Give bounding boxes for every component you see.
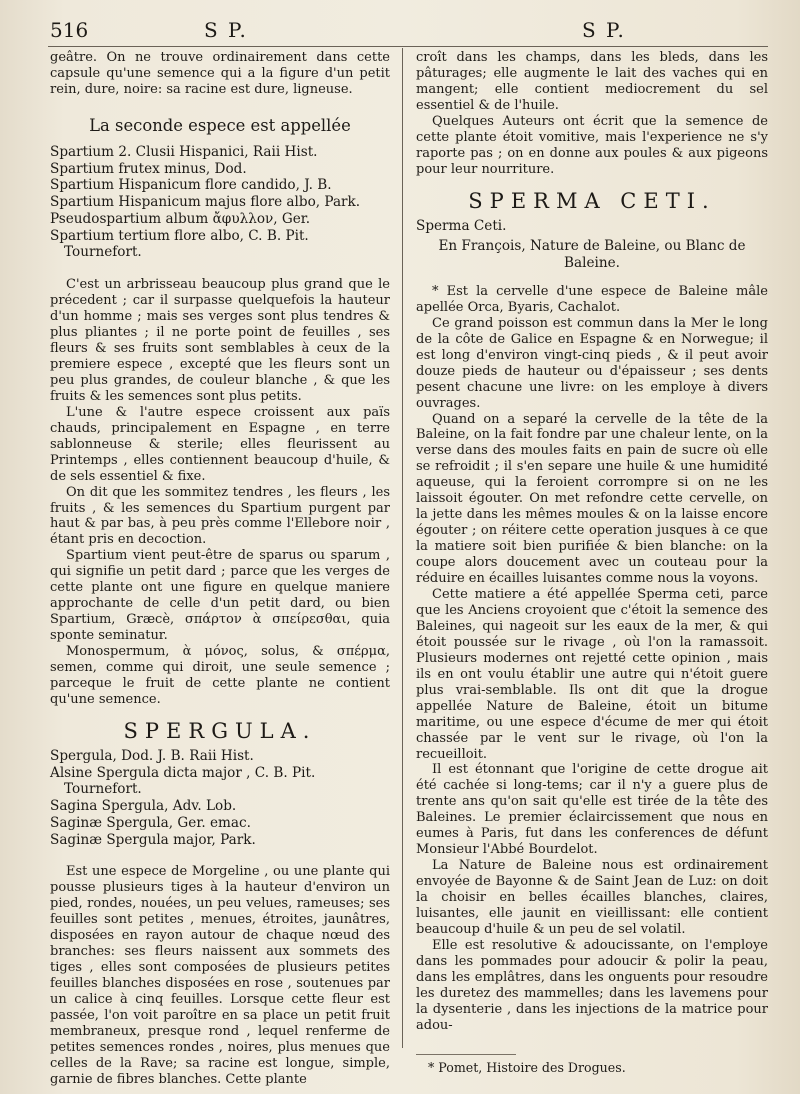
synonym-entry: Saginæ Spergula major, Park. bbox=[50, 831, 256, 848]
footnote: * Pomet, Histoire des Drogues. bbox=[428, 1060, 626, 1075]
column-divider bbox=[402, 48, 403, 1048]
paragraph: geâtre. On ne trouve ordinairement dans cette capsule qu'une semence qui a la figure d'un petit rein, dure, noire: sa racine est dure, ligneuse. bbox=[50, 50, 390, 97]
paragraph: L'une & l'autre espece croissent aux païs chauds, principalement en Espagne , en terre sablonneuse & sterile; elles fleurissent au Printemps , elles contiennent beaucoup d'huile, & de sels essentiel & fixe. bbox=[50, 404, 390, 484]
footnote-rule bbox=[416, 1054, 516, 1055]
synonym-entry: Spergula, Dod. J. B. Raii Hist. bbox=[50, 747, 254, 764]
french-name: En François, Nature de Baleine, ou Blanc de Baleine. bbox=[438, 238, 746, 272]
synonym-entry: Spartium tertium flore albo, C. B. Pit. Tournefort. bbox=[50, 227, 309, 261]
section-title: SPERGULA. bbox=[123, 718, 317, 743]
paragraph: croît dans les champs, dans les bleds, dans les pâturages; elle augmente le lait des vaches qui en mangent; elle contient mediocrement du sel essentiel & de l'huile. bbox=[416, 50, 768, 113]
subheading: La seconde espece est appellée bbox=[89, 115, 351, 135]
paragraph: Elle est resolutive & adoucissante, on l'employe dans les pommades pour adoucir & polir la peau, dans les emplâtres, dans les onguents pour resoudre les duretez des mammelles; dans les lavemens pour la dysenterie , dans les injections de la matrice pour adou- bbox=[416, 937, 768, 1033]
paragraph: La Nature de Baleine nous est ordinairement envoyée de Bayonne & de Saint Jean de Luz: on doit la choisir en belles écailles blanches, claires, luisantes, elle jaunit en vieillissant: elle contient beaucoup d'huile & un peu de sel volatil. bbox=[416, 858, 768, 937]
paragraph: C'est un arbrisseau beaucoup plus grand que le précedent ; car il surpasse quelquefois la hauteur d'un homme ; mais ses verges sont plus tendres & plus pliantes ; il ne porte point de feuilles , ses fleurs & ses fruits sont semblables à ceux de la premiere espece , excepté que les fleurs sont un peu plus grandes, de couleur blanche , & que les fruits & les semences sont plus petits. bbox=[50, 277, 390, 404]
paragraph: On dit que les sommitez tendres , les fleurs , les fruits , & les semences du Spartium purgent par haut & par bas, à peu près comme l'Ellebore noir , étant pris en decoction. bbox=[50, 484, 390, 548]
synonym-entry: Alsine Spergula dicta major , C. B. Pit. Tournefort. bbox=[50, 764, 316, 798]
synonym-list bbox=[50, 144, 390, 261]
paragraph: Quelques Auteurs ont écrit que la semence de cette plante étoit vomitive, mais l'experience ne s'y raporte pas ; on en donne aux poules & aux pigeons pour leur nourriture. bbox=[416, 113, 768, 177]
paragraph: Monospermum, ὰ μόνος, solus, & σπέρμα, semen, comme qui diroit, une seule semence ; parceque le fruit de cette plante ne contient qu'une semence. bbox=[50, 644, 390, 707]
page-header bbox=[0, 18, 800, 48]
section-title: SPERMA CETI. bbox=[468, 188, 716, 213]
paragraph: Ce grand poisson est commun dans la Mer le long de la côte de Galice en Espagne & en Norwegue; il est long d'environ vingt-cinq pieds , & il peut avoir douze pieds de hauteur ou d'épaisseur ; ses dents pesent chacune une livre: on les employe à divers ouvrages. bbox=[416, 315, 768, 411]
paragraph: Spartium vient peut-être de sparus ou sparum , qui signifie un petit dard ; parce que les verges de cette plante ont une figure en quelque maniere approchante de celle d'un petit dard, ou bien Spartium, Græcè, σπάρτον ὰ σπείρεσθαι, quia sponte seminatur. bbox=[50, 548, 390, 644]
synonym-entry: Saginæ Spergula, Ger. emac. bbox=[50, 814, 251, 831]
synonym-entry: Spartium Hispanicum flore candido, J. B. bbox=[50, 177, 332, 194]
paragraph: Quand on a separé la cervelle de la tête de la Baleine, on la fait fondre par une chaleur lente, on la verse dans des moules faits en pain de sucre où elle se refroidit ; il s'en separe une huile & une humidité aqueuse, qui la feroient corrompre si on ne les laissoit égouter. On met refondre cette cervelle, on la jette dans les mêmes moules & on la laisse encore égouter ; on réitere cette operation jusques à ce que la matiere soit bien purifiée & bien blanche: on la coupe alors doucement avec un couteau pour la réduire en écailles luisantes comme nous la voyons. bbox=[416, 411, 768, 587]
synonym-entry: Sperma Ceti. bbox=[416, 217, 507, 234]
synonym-list bbox=[50, 748, 390, 849]
paragraph: Cette matiere a été appellée Sperma ceti, parce que les Anciens croyoient que c'étoit la semence des Baleines, qui nageoit sur les eaux de la mer, & qui étoit poussée sur le rivage , où l'on la ramassoit. Plusieurs modernes ont rejetté cette opinion , mais ils en ont voulu établir une autre qui n'étoit guere plus vrai-semblable. Ils ont dit que la drogue appellée Nature de Baleine, étoit un bitume maritime, ou une espece d'écume de mer qui étoit chassée par le vent sur le rivage, où l'on la recueilloit. bbox=[416, 586, 768, 762]
paragraph: Il est étonnant que l'origine de cette drogue ait été cachée si long-tems; car il n'y a guere plus de trente ans qu'on sait qu'elle est tirée de la tête des Baleines. Le premier éclaircissement que nous en eumes à Paris, fut dans les conferences de défunt Monsieur l'Abbé Bourdelot. bbox=[416, 762, 768, 858]
synonym-entry: Spartium frutex minus, Dod. bbox=[50, 160, 247, 177]
left-column bbox=[50, 50, 390, 1088]
synonym-entry: Pseudospartium album ἄφυλλον, Ger. bbox=[50, 210, 311, 227]
running-head-left: S P. bbox=[204, 18, 248, 42]
page-number: 516 bbox=[50, 18, 89, 42]
synonym-entry: Spartium Hispanicum majus flore albo, Park. bbox=[50, 194, 361, 211]
header-rule bbox=[48, 46, 768, 47]
synonym-entry: Sagina Spergula, Adv. Lob. bbox=[50, 798, 237, 815]
paragraph: Est une espece de Morgeline , ou une plante qui pousse plusieurs tiges à la hauteur d'environ un pied, rondes, nouées, un peu velues, rameuses; ses feuilles sont petites , menues, étroites, jaunâtres, disposées en rayon autour de chaque nœud des branches: ses fleurs naissent aux sommets des tiges , elles sont composées de plusieurs petites feuilles blanches disposées en rose , soutenues par un calice à cinq feuilles. Lorsque cette fleur est passée, l'on voit paroître en sa place un petit fruit membraneux, presque rond , lequel renferme de petites semences rondes , noires, plus menues que celles de la Rave; sa racine est longue, simple, garnie de fibres blanches. Cette plante bbox=[50, 864, 390, 1087]
paragraph: * Est la cervelle d'une espece de Baleine mâle apellée Orca, Byaris, Cachalot. bbox=[416, 283, 768, 315]
right-column bbox=[416, 50, 768, 1034]
synonym-entry: Spartium 2. Clusii Hispanici, Raii Hist. bbox=[50, 143, 318, 160]
running-head-right: S P. bbox=[582, 18, 626, 42]
